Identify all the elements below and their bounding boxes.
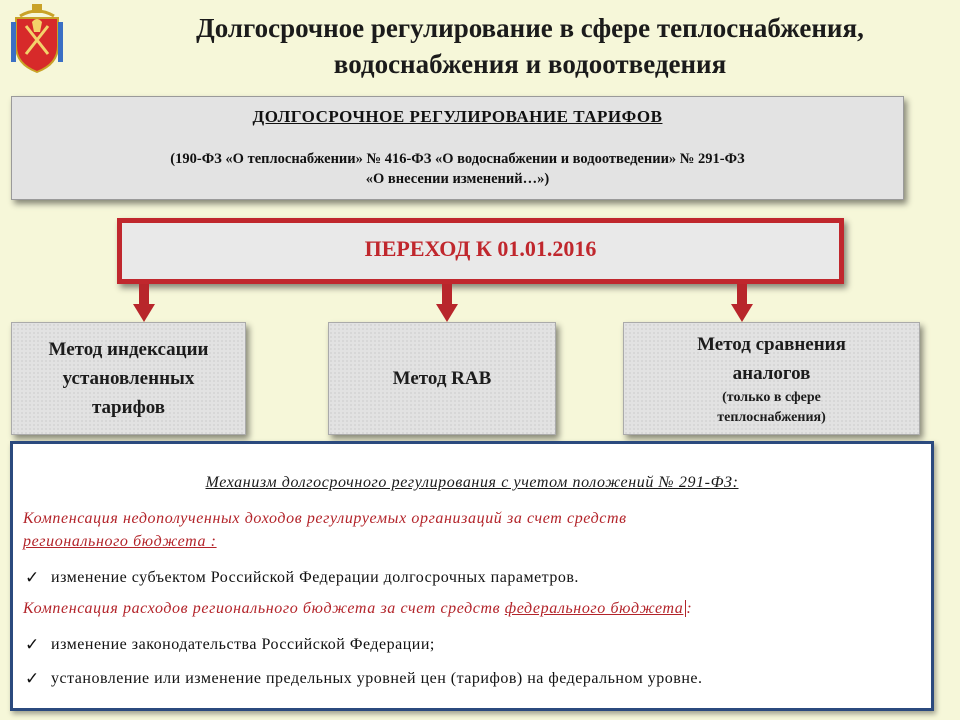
check-icon: ✓ (25, 635, 40, 654)
method-rab-label: Метод RAB (392, 367, 492, 389)
list-item (25, 567, 579, 589)
method-indexation-box (11, 322, 246, 435)
tariffs-box (11, 96, 904, 200)
check-icon: ✓ (25, 669, 40, 688)
laws-text (12, 149, 903, 189)
down-arrow-icon (133, 284, 155, 324)
check-icon: ✓ (25, 568, 40, 587)
laws-line-1: (190-ФЗ «О теплоснабжении» № 416-ФЗ «О водоснабжении и водоотведении» № 291-ФЗ (170, 151, 745, 167)
federal-budget-term: федерального бюджета (505, 600, 687, 617)
compensation-federal-text: Компенсация расходов регионального бюджета за счет средств (23, 600, 505, 617)
transition-label: ПЕРЕХОД К 01.01.2016 (364, 236, 597, 261)
down-arrow-icon (731, 284, 753, 324)
compensation-regional-line-2: регионального бюджета : (23, 533, 217, 550)
title-line-2: водоснабжения и водоотведения (333, 49, 727, 79)
tariffs-heading: ДОЛГОСРОЧНОЕ РЕГУЛИРОВАНИЕ ТАРИФОВ (252, 107, 663, 126)
mechanism-heading: Механизм долгосрочного регулирования с учетом положений № 291-ФЗ: (205, 474, 739, 491)
method-analogs-line-2: аналогов (732, 362, 811, 384)
transition-box (117, 218, 844, 284)
method-indexation-line-3: тарифов (91, 397, 165, 418)
title-line-1: Долгосрочное регулирование в сфере теплоснабжения, (196, 13, 864, 43)
method-analogs-note-2: теплоснабжения) (717, 409, 826, 425)
method-indexation-line-2: установленных (62, 368, 195, 389)
list-item-text: установление или изменение предельных уровней цен (тарифов) на федеральном уровне. (51, 670, 703, 687)
method-analogs-line-1: Метод сравнения (697, 333, 846, 355)
compensation-federal (23, 600, 692, 618)
compensation-regional-line-1: Компенсация недополученных доходов регулируемых организаций за счет средств (23, 510, 627, 527)
mechanism-box (10, 441, 934, 711)
method-analogs-note-1: (только в сфере (722, 389, 821, 405)
coat-of-arms-icon (10, 2, 64, 74)
list-item-text: изменение субъектом Российской Федерации долгосрочных параметров. (51, 569, 579, 586)
list-item-text: изменение законодательства Российской Федерации; (51, 636, 435, 653)
method-indexation-line-1: Метод индексации (48, 339, 209, 360)
page-title (110, 10, 950, 82)
compensation-federal-colon: : (686, 600, 693, 617)
method-rab-box (328, 322, 556, 435)
compensation-regional (23, 507, 823, 553)
list-item (25, 634, 435, 656)
list-item (25, 668, 703, 690)
method-analogs-box (623, 322, 920, 435)
laws-line-2: «О внесении изменений…») (365, 171, 550, 187)
down-arrow-icon (436, 284, 458, 324)
